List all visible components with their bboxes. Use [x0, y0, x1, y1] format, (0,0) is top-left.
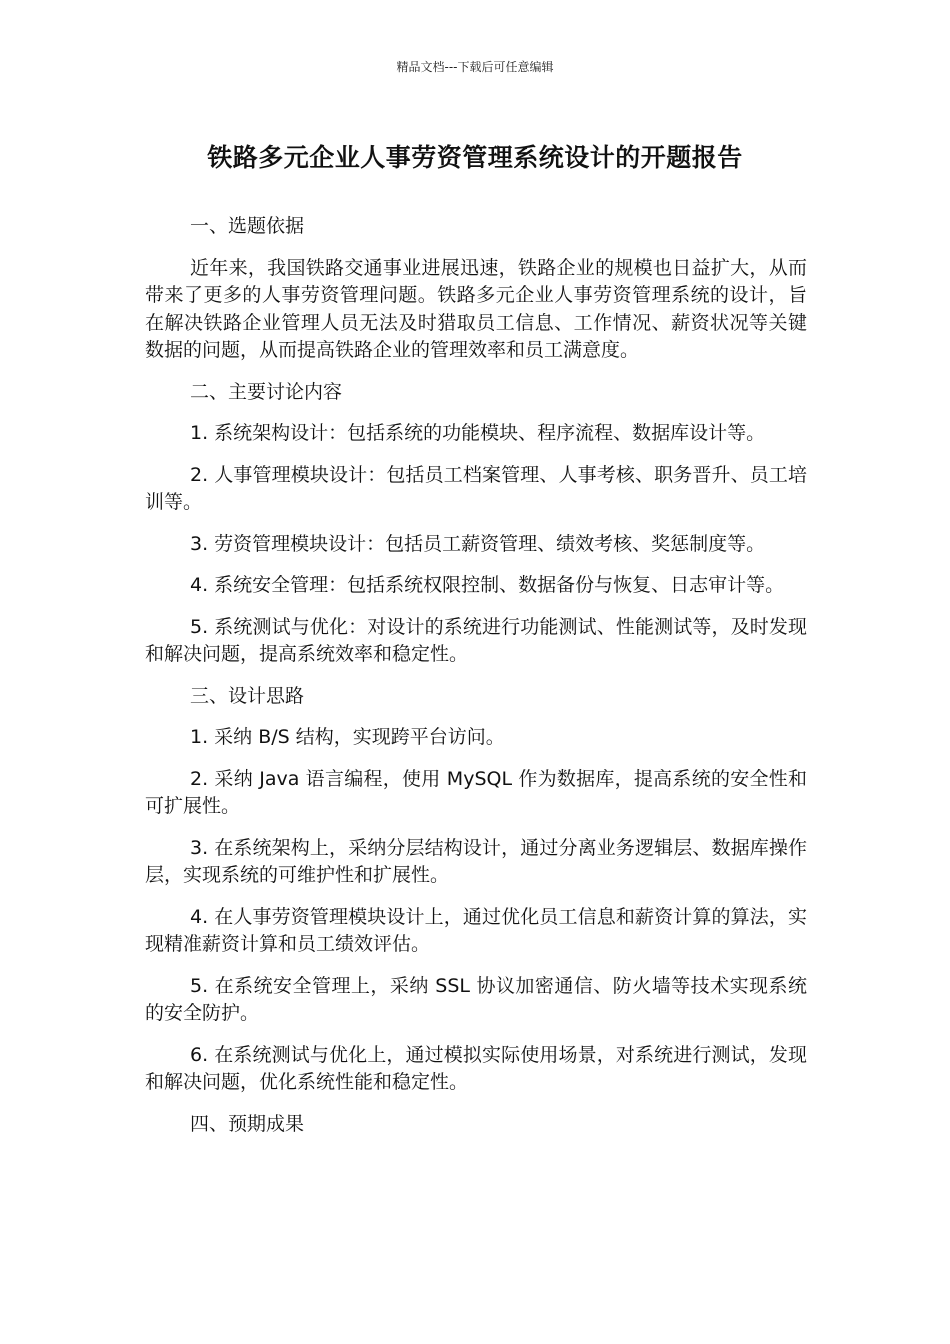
- list-item: 2. 采纳 Java 语言编程，使用 MySQL 作为数据库，提高系统的安全性和可扩展性。: [145, 767, 807, 817]
- list-item: 4. 在人事劳资管理模块设计上，通过优化员工信息和薪资计算的算法，实现精准薪资计算和员工绩效评估。: [145, 905, 807, 955]
- document-body: [145, 213, 807, 1152]
- list-item: 3. 劳资管理模块设计：包括员工薪资管理、绩效考核、奖惩制度等。: [190, 532, 766, 555]
- section-heading: 三、设计思路: [190, 684, 305, 707]
- list-item: 5. 系统测试与优化：对设计的系统进行功能测试、性能测试等，及时发现和解决问题，提高系统效率和稳定性。: [145, 615, 807, 665]
- list-item: 1. 采纳 B/S 结构，实现跨平台访问。: [190, 726, 505, 748]
- list-item: 2. 人事管理模块设计：包括员工档案管理、人事考核、职务晋升、员工培训等。: [145, 463, 807, 513]
- section-heading: 二、主要讨论内容: [190, 380, 343, 403]
- list-item: 3. 在系统架构上，采纳分层结构设计，通过分离业务逻辑层、数据库操作层，实现系统的可维护性和扩展性。: [145, 836, 807, 886]
- section-heading: 四、预期成果: [190, 1112, 305, 1135]
- paragraph: 近年来，我国铁路交通事业进展迅速，铁路企业的规模也日益扩大，从而带来了更多的人事劳资管理问题。铁路多元企业人事劳资管理系统的设计，旨在解决铁路企业管理人员无法及时猎取员工信息、工作情况、薪资状况等关键数据的问题，从而提高铁路企业的管理效率和员工满意度。: [145, 256, 807, 361]
- list-item: 4. 系统安全管理：包括系统权限控制、数据备份与恢复、日志审计等。: [190, 574, 785, 596]
- page-header: 精品文档---下载后可任意编辑: [396, 60, 554, 74]
- list-item: 1. 系统架构设计：包括系统的功能模块、程序流程、数据库设计等。: [190, 422, 766, 444]
- document-title: 铁路多元企业人事劳资管理系统设计的开题报告: [207, 143, 743, 172]
- list-item: 5. 在系统安全管理上，采纳 SSL 协议加密通信、防火墙等技术实现系统的安全防护。: [145, 974, 807, 1024]
- list-item: 6. 在系统测试与优化上，通过模拟实际使用场景，对系统进行测试，发现和解决问题，优化系统性能和稳定性。: [145, 1043, 807, 1093]
- section-heading: 一、选题依据: [190, 215, 305, 237]
